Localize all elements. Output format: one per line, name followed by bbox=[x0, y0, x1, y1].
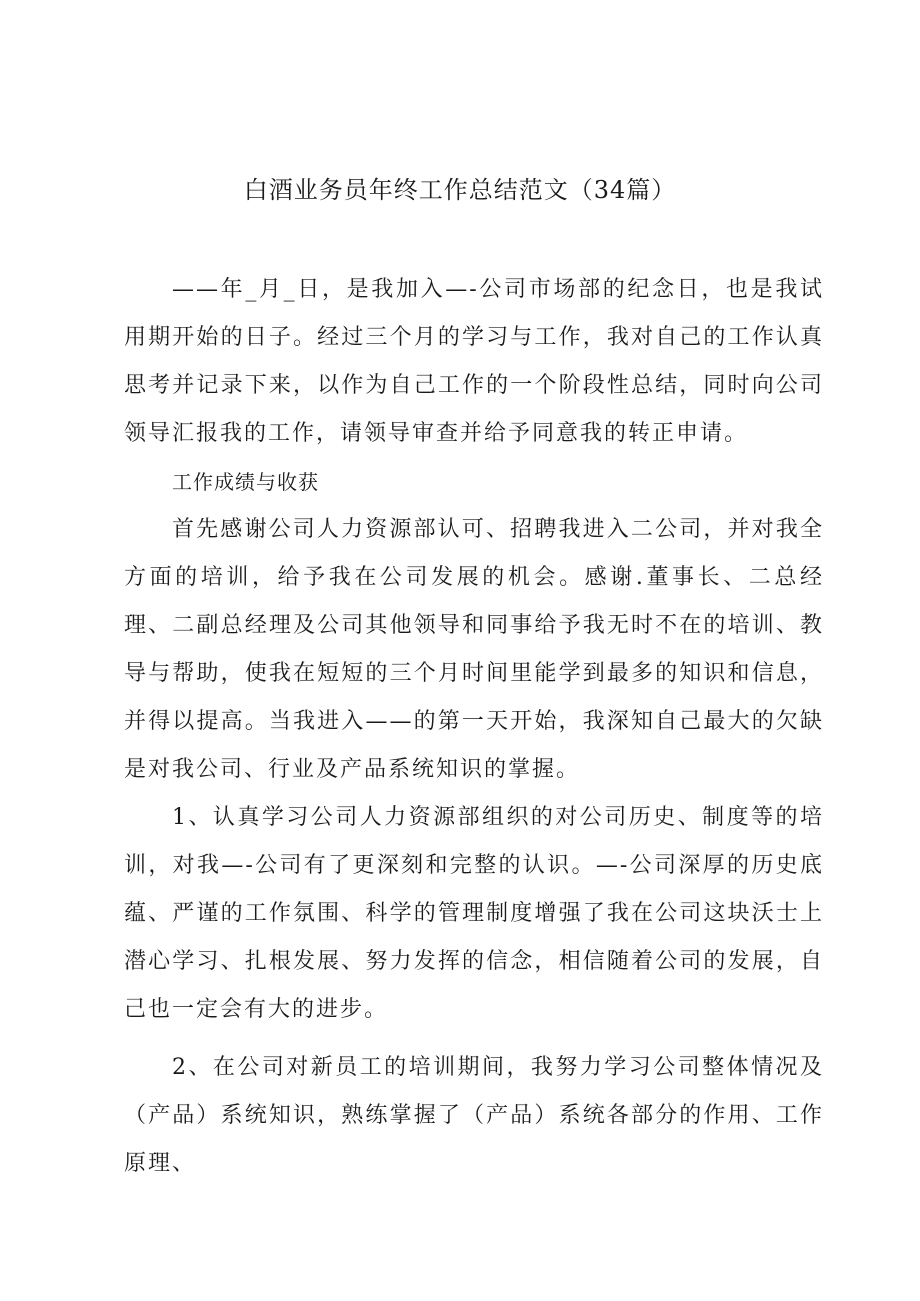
paragraph-item-1: 1、认真学习公司人力资源部组织的对公司历史、制度等的培训，对我—-公司有了更深刻和完整的认识。—-公司深厚的历史底蕴、严谨的工作氛围、科学的管理制度增强了我在公司这块沃士上潜心学习、扎根发展、努力发挥的信念，相信随着公司的发展，自己也一定会有大的进步。 bbox=[124, 805, 824, 1022]
paragraph-item-2: 2、在公司对新员工的培训期间，我努力学习公司整体情况及（产品）系统知识，熟练掌握了（产品）系统各部分的作用、工作原理、 bbox=[124, 1055, 824, 1176]
document-title: 白酒业务员年终工作总结范文（34篇） bbox=[243, 176, 677, 204]
document-body bbox=[124, 266, 824, 1188]
paragraph-thanks: 首先感谢公司人力资源部认可、招聘我进入二公司，并对我全方面的培训，给予我在公司发展的机会。感谢.董事长、二总经理、二副总经理及公司其他领导和同事给予我无时不在的培训、教导与帮助，使我在短短的三个月时间里能学到最多的知识和信息，并得以提高。当我进入——的第一天开始，我深知自己最大的欠缺是对我公司、行业及产品系统知识的掌握。 bbox=[124, 517, 824, 782]
section-heading: 工作成绩与收获 bbox=[172, 470, 319, 494]
paragraph-intro: ——年_月_日，是我加入—-公司市场部的纪念日，也是我试用期开始的日子。经过三个月的学习与工作，我对自己的工作认真思考并记录下来，以作为自己工作的一个阶段性总结，同时向公司领导汇报我的工作，请领导审查并给予同意我的转正申请。 bbox=[124, 277, 824, 446]
